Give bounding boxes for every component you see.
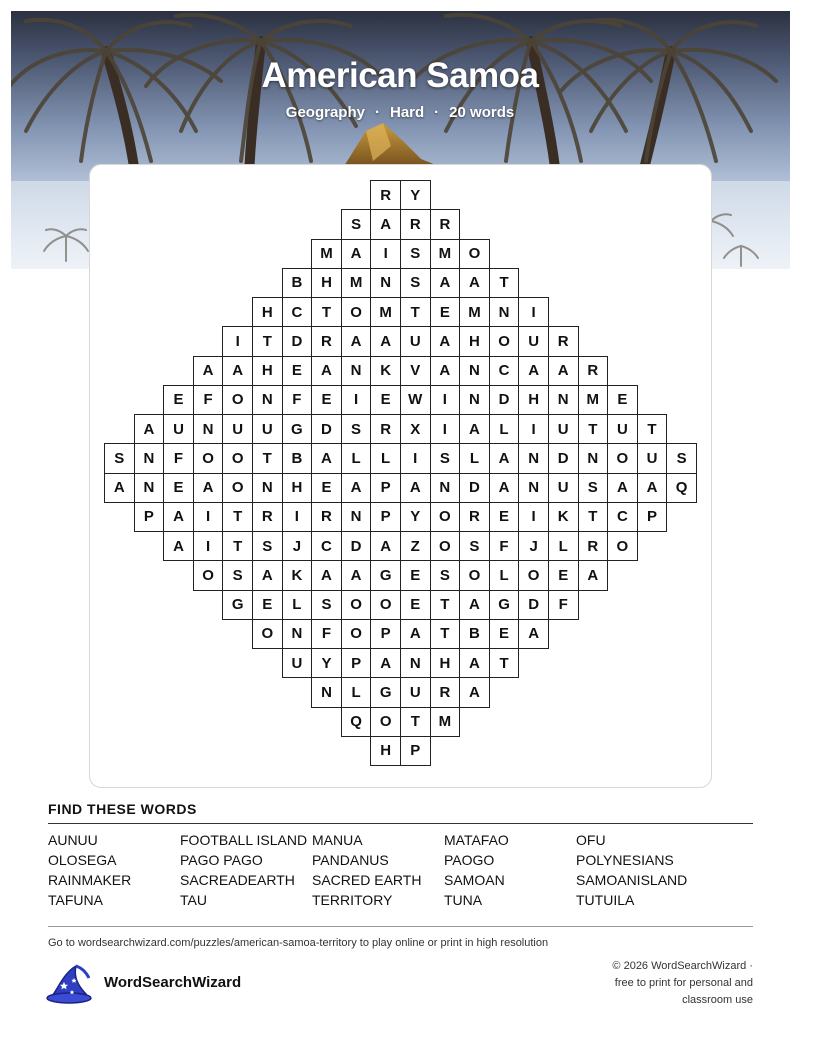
grid-cell[interactable]: R [430, 677, 461, 707]
grid-cell[interactable]: S [459, 531, 490, 561]
word-list-item: SACRED EARTH [312, 872, 422, 888]
grid-cell[interactable]: A [548, 356, 579, 386]
grid-cell[interactable]: I [193, 531, 224, 561]
grid-cell[interactable]: K [282, 560, 313, 590]
grid-cell[interactable]: W [400, 385, 431, 415]
grid-cell[interactable]: O [370, 707, 401, 737]
grid-cell[interactable]: B [282, 443, 313, 473]
grid-cell[interactable]: D [548, 443, 579, 473]
grid-cell[interactable]: X [400, 414, 431, 444]
grid-cell[interactable]: A [578, 560, 609, 590]
grid-cell[interactable]: S [666, 443, 697, 473]
grid-cell[interactable]: E [311, 385, 342, 415]
grid-cell[interactable]: M [370, 297, 401, 327]
grid-row [311, 677, 489, 707]
grid-cell[interactable]: F [311, 619, 342, 649]
grid-cell[interactable]: E [311, 473, 342, 503]
grid-cell[interactable]: P [370, 502, 401, 532]
grid-cell[interactable]: N [134, 443, 165, 473]
grid-cell[interactable]: M [578, 385, 609, 415]
grid-cell[interactable]: H [311, 268, 342, 298]
grid-cell[interactable]: A [341, 560, 372, 590]
grid-cell[interactable]: N [252, 473, 283, 503]
puzzle-meta: Geography · Hard · 20 words [285, 104, 515, 121]
grid-cell[interactable]: T [578, 414, 609, 444]
grid-cell[interactable]: A [134, 414, 165, 444]
grid-row [104, 473, 696, 503]
grid-row [104, 443, 696, 473]
word-count-label: 20 words [449, 104, 515, 121]
grid-row [370, 736, 429, 766]
grid-cell[interactable]: P [341, 648, 372, 678]
play-online-link[interactable]: Go to wordsearchwizard.com/puzzles/american-samoa-territory to play online or print in high resolution [48, 937, 549, 949]
grid-cell[interactable]: R [459, 502, 490, 532]
grid-cell[interactable]: N [341, 502, 372, 532]
grid-cell[interactable]: G [222, 590, 253, 620]
grid-cell[interactable]: O [459, 239, 490, 269]
grid-cell[interactable]: C [282, 297, 313, 327]
grid-cell[interactable]: T [489, 268, 520, 298]
grid-cell[interactable]: B [459, 619, 490, 649]
grid-cell[interactable]: S [341, 414, 372, 444]
grid-cell[interactable]: L [459, 443, 490, 473]
grid-cell[interactable]: I [518, 297, 549, 327]
grid-row [370, 180, 429, 210]
grid-cell[interactable]: M [341, 268, 372, 298]
grid-cell[interactable]: R [252, 502, 283, 532]
grid-cell[interactable]: L [489, 414, 520, 444]
grid-cell[interactable]: U [400, 326, 431, 356]
grid-cell[interactable]: O [518, 560, 549, 590]
grid-cell[interactable]: U [548, 473, 579, 503]
grid-cell[interactable]: A [311, 560, 342, 590]
grid-cell[interactable]: O [222, 385, 253, 415]
grid-cell[interactable]: E [282, 356, 313, 386]
grid-cell[interactable]: N [459, 385, 490, 415]
grid-cell[interactable]: Z [400, 531, 431, 561]
grid-cell[interactable]: N [134, 473, 165, 503]
grid-cell[interactable]: M [311, 239, 342, 269]
grid-cell[interactable]: A [489, 443, 520, 473]
grid-cell[interactable]: A [370, 648, 401, 678]
grid-cell[interactable]: C [607, 502, 638, 532]
grid-cell[interactable]: A [430, 268, 461, 298]
grid-cell[interactable]: A [459, 414, 490, 444]
grid-cell[interactable]: A [459, 268, 490, 298]
grid-cell[interactable]: I [341, 385, 372, 415]
grid-cell[interactable]: P [370, 619, 401, 649]
grid-cell[interactable]: A [193, 356, 224, 386]
grid-cell[interactable]: A [341, 326, 372, 356]
grid-cell[interactable]: S [252, 531, 283, 561]
grid-cell[interactable]: R [578, 356, 609, 386]
grid-cell[interactable]: J [282, 531, 313, 561]
word-list-item: PAGO PAGO [180, 852, 263, 868]
grid-cell[interactable]: H [282, 473, 313, 503]
grid-cell[interactable]: C [311, 531, 342, 561]
grid-cell[interactable]: D [459, 473, 490, 503]
grid-cell[interactable]: D [311, 414, 342, 444]
grid-cell[interactable]: G [282, 414, 313, 444]
grid-cell[interactable]: U [252, 414, 283, 444]
grid-cell[interactable]: A [607, 473, 638, 503]
grid-cell[interactable]: O [222, 473, 253, 503]
grid-cell[interactable]: U [548, 414, 579, 444]
grid-cell[interactable]: S [222, 560, 253, 590]
grid-cell[interactable]: E [400, 590, 431, 620]
grid-cell[interactable]: R [370, 414, 401, 444]
grid-cell[interactable]: R [578, 531, 609, 561]
word-list-item: RAINMAKER [48, 872, 132, 888]
grid-cell[interactable]: I [370, 239, 401, 269]
grid-row [163, 531, 637, 561]
grid-cell[interactable]: I [222, 326, 253, 356]
grid-cell[interactable]: L [341, 443, 372, 473]
grid-row [193, 356, 607, 386]
word-list-item: PANDANUS [312, 852, 389, 868]
grid-cell[interactable]: A [163, 502, 194, 532]
grid-cell[interactable]: G [370, 677, 401, 707]
grid-cell[interactable]: O [607, 531, 638, 561]
grid-row [134, 414, 667, 444]
grid-cell[interactable]: O [607, 443, 638, 473]
word-list-item: SAMOAN [444, 872, 505, 888]
grid-cell[interactable]: H [459, 326, 490, 356]
grid-cell[interactable]: A [370, 326, 401, 356]
grid-cell[interactable]: D [341, 531, 372, 561]
grid-cell[interactable]: S [341, 209, 372, 239]
word-list-item: OFU [576, 832, 606, 848]
word-list-item: TAU [180, 892, 207, 908]
grid-cell[interactable]: M [459, 297, 490, 327]
grid-cell[interactable]: P [134, 502, 165, 532]
grid-cell[interactable]: R [548, 326, 579, 356]
wizard-hat-icon [46, 964, 94, 1004]
grid-cell[interactable]: T [222, 502, 253, 532]
grid-row [222, 590, 577, 620]
grid-row [252, 297, 548, 327]
grid-cell[interactable]: T [222, 531, 253, 561]
word-list-item: SAMOANISLAND [576, 872, 688, 888]
puzzle-title: American Samoa [261, 56, 539, 95]
grid-cell[interactable]: A [518, 356, 549, 386]
grid-cell[interactable]: A [252, 560, 283, 590]
grid-cell[interactable]: U [282, 648, 313, 678]
grid-row [252, 619, 548, 649]
grid-cell[interactable]: I [430, 385, 461, 415]
grid-cell[interactable]: A [400, 619, 431, 649]
grid-row [311, 239, 489, 269]
grid-cell[interactable]: E [163, 473, 194, 503]
word-list-item: MANUA [312, 832, 363, 848]
category-label: Geography [285, 104, 365, 121]
grid-cell[interactable]: N [518, 443, 549, 473]
grid-cell[interactable]: T [400, 707, 431, 737]
grid-cell[interactable]: A [163, 531, 194, 561]
grid-cell[interactable]: A [104, 473, 135, 503]
grid-cell[interactable]: A [370, 531, 401, 561]
grid-cell[interactable]: O [489, 326, 520, 356]
grid-cell[interactable]: P [370, 473, 401, 503]
grid-cell[interactable]: T [311, 297, 342, 327]
grid-cell[interactable]: O [341, 590, 372, 620]
grid-cell[interactable]: S [400, 239, 431, 269]
grid-cell[interactable]: M [430, 239, 461, 269]
grid-cell[interactable]: A [459, 677, 490, 707]
grid-cell[interactable]: H [252, 297, 283, 327]
grid-cell[interactable]: N [341, 356, 372, 386]
grid-cell[interactable]: A [400, 473, 431, 503]
grid-cell[interactable]: C [489, 356, 520, 386]
brand-name: WordSearchWizard [104, 974, 242, 991]
grid-cell[interactable]: T [430, 619, 461, 649]
grid-cell[interactable]: D [489, 385, 520, 415]
difficulty-label: Hard [389, 104, 425, 121]
grid-cell[interactable]: D [282, 326, 313, 356]
grid-row [163, 385, 637, 415]
word-list-heading: FIND THESE WORDS [48, 801, 197, 817]
grid-cell[interactable]: P [400, 736, 431, 766]
copyright-notice: © 2026 WordSearchWizard · free to print for personal and classroom use [612, 960, 753, 1006]
grid-row [134, 502, 667, 532]
grid-cell[interactable]: D [518, 590, 549, 620]
grid-cell[interactable]: O [341, 619, 372, 649]
grid-cell[interactable]: T [252, 443, 283, 473]
grid-cell[interactable]: H [252, 356, 283, 386]
grid-cell[interactable]: O [430, 531, 461, 561]
grid-cell[interactable]: H [430, 648, 461, 678]
grid-cell[interactable]: U [163, 414, 194, 444]
word-list-item: MATAFAO [444, 832, 509, 848]
grid-cell[interactable]: E [489, 619, 520, 649]
grid-cell[interactable]: T [489, 648, 520, 678]
grid-cell[interactable]: K [370, 356, 401, 386]
word-list-item: FOOTBALL ISLAND [180, 832, 308, 848]
divider [48, 926, 753, 927]
grid-cell[interactable]: O [222, 443, 253, 473]
grid-cell[interactable]: N [282, 619, 313, 649]
grid-cell[interactable]: L [341, 677, 372, 707]
grid-cell[interactable]: R [311, 502, 342, 532]
grid-row [282, 268, 519, 298]
grid-cell[interactable]: A [370, 209, 401, 239]
grid-cell[interactable]: L [489, 560, 520, 590]
grid-cell[interactable]: E [489, 502, 520, 532]
grid-cell[interactable]: N [518, 473, 549, 503]
grid-cell[interactable]: O [370, 590, 401, 620]
grid-cell[interactable]: M [430, 707, 461, 737]
grid-cell[interactable]: N [578, 443, 609, 473]
grid-row [222, 326, 577, 356]
grid-cell[interactable]: U [637, 443, 668, 473]
grid-cell[interactable]: A [459, 648, 490, 678]
grid-cell[interactable]: R [370, 180, 401, 210]
grid-cell[interactable]: H [518, 385, 549, 415]
grid-cell[interactable]: I [518, 502, 549, 532]
grid-cell[interactable]: S [430, 443, 461, 473]
grid-cell[interactable]: L [548, 531, 579, 561]
grid-cell[interactable]: E [252, 590, 283, 620]
grid-cell[interactable]: F [163, 443, 194, 473]
grid-cell[interactable]: O [341, 297, 372, 327]
grid-cell[interactable]: A [489, 473, 520, 503]
grid-cell[interactable]: Y [311, 648, 342, 678]
grid-cell[interactable]: N [193, 414, 224, 444]
grid-cell[interactable]: T [400, 297, 431, 327]
grid-cell[interactable]: G [489, 590, 520, 620]
grid-cell[interactable]: U [222, 414, 253, 444]
word-list-item: POLYNESIANS [576, 852, 674, 868]
grid-cell[interactable]: R [311, 326, 342, 356]
grid-cell[interactable]: N [489, 297, 520, 327]
grid-cell[interactable]: N [459, 356, 490, 386]
grid-row [282, 648, 519, 678]
grid-cell[interactable]: F [282, 385, 313, 415]
word-list-item: PAOGO [444, 852, 495, 868]
grid-cell[interactable]: T [578, 502, 609, 532]
word-list-item: TUTUILA [576, 892, 635, 908]
grid-cell[interactable]: A [311, 443, 342, 473]
grid-cell[interactable]: N [311, 677, 342, 707]
grid-cell[interactable]: O [193, 560, 224, 590]
grid-cell[interactable]: E [400, 560, 431, 590]
grid-cell[interactable]: T [252, 326, 283, 356]
grid-cell[interactable]: S [578, 473, 609, 503]
grid-cell[interactable]: I [400, 443, 431, 473]
grid-cell[interactable]: E [163, 385, 194, 415]
grid-cell[interactable]: L [282, 590, 313, 620]
grid-cell[interactable]: N [252, 385, 283, 415]
grid-cell[interactable]: S [430, 560, 461, 590]
grid-cell[interactable]: S [311, 590, 342, 620]
grid-cell[interactable]: E [430, 297, 461, 327]
grid-cell[interactable]: U [518, 326, 549, 356]
grid-cell[interactable]: E [370, 385, 401, 415]
grid-row [341, 209, 459, 239]
grid-cell[interactable]: F [193, 385, 224, 415]
grid-cell[interactable]: Q [666, 473, 697, 503]
grid-cell[interactable]: J [518, 531, 549, 561]
grid-cell[interactable]: A [637, 473, 668, 503]
grid-cell[interactable]: O [459, 560, 490, 590]
grid-cell[interactable]: E [548, 560, 579, 590]
grid-cell[interactable]: I [282, 502, 313, 532]
grid-cell[interactable]: K [548, 502, 579, 532]
word-list-item: TERRITORY [312, 892, 393, 908]
grid-cell[interactable]: O [430, 502, 461, 532]
grid-cell[interactable]: A [430, 326, 461, 356]
grid-cell[interactable]: I [518, 414, 549, 444]
word-list-item: OLOSEGA [48, 852, 117, 868]
grid-cell[interactable]: A [518, 619, 549, 649]
grid-cell[interactable]: O [193, 443, 224, 473]
grid-cell[interactable]: S [104, 443, 135, 473]
grid-cell[interactable]: G [370, 560, 401, 590]
grid-cell[interactable]: V [400, 356, 431, 386]
word-list-item: TAFUNA [48, 892, 103, 908]
word-list-item: AUNUU [48, 832, 98, 848]
grid-cell[interactable]: T [637, 414, 668, 444]
grid-cell[interactable]: S [400, 268, 431, 298]
grid-cell[interactable]: T [430, 590, 461, 620]
grid-cell[interactable]: A [193, 473, 224, 503]
grid-cell[interactable]: P [637, 502, 668, 532]
grid-cell[interactable]: R [430, 209, 461, 239]
grid-cell[interactable]: N [548, 385, 579, 415]
grid-row [341, 707, 459, 737]
grid-cell[interactable]: A [222, 356, 253, 386]
word-list-item: SACREADEARTH [180, 872, 295, 888]
grid-cell[interactable]: I [193, 502, 224, 532]
grid-cell[interactable]: N [370, 268, 401, 298]
grid-cell[interactable]: U [607, 414, 638, 444]
grid-cell[interactable]: F [489, 531, 520, 561]
grid-cell[interactable]: E [607, 385, 638, 415]
grid-cell[interactable]: A [311, 356, 342, 386]
grid-cell[interactable]: N [400, 648, 431, 678]
grid-cell[interactable]: Y [400, 502, 431, 532]
grid-cell[interactable]: B [282, 268, 313, 298]
grid-cell[interactable]: L [370, 443, 401, 473]
grid-cell[interactable]: H [370, 736, 401, 766]
grid-cell[interactable]: U [400, 677, 431, 707]
grid-row [193, 560, 607, 590]
grid-cell[interactable]: Y [400, 180, 431, 210]
divider [48, 823, 753, 824]
grid-cell[interactable]: A [341, 473, 372, 503]
grid-cell[interactable]: F [548, 590, 579, 620]
grid-cell[interactable]: R [400, 209, 431, 239]
grid-cell[interactable]: A [430, 356, 461, 386]
grid-cell[interactable]: Q [341, 707, 372, 737]
grid-cell[interactable]: I [430, 414, 461, 444]
word-list-item: TUNA [444, 892, 483, 908]
grid-cell[interactable]: O [252, 619, 283, 649]
grid-cell[interactable]: A [341, 239, 372, 269]
grid-cell[interactable]: A [459, 590, 490, 620]
grid-cell[interactable]: N [430, 473, 461, 503]
